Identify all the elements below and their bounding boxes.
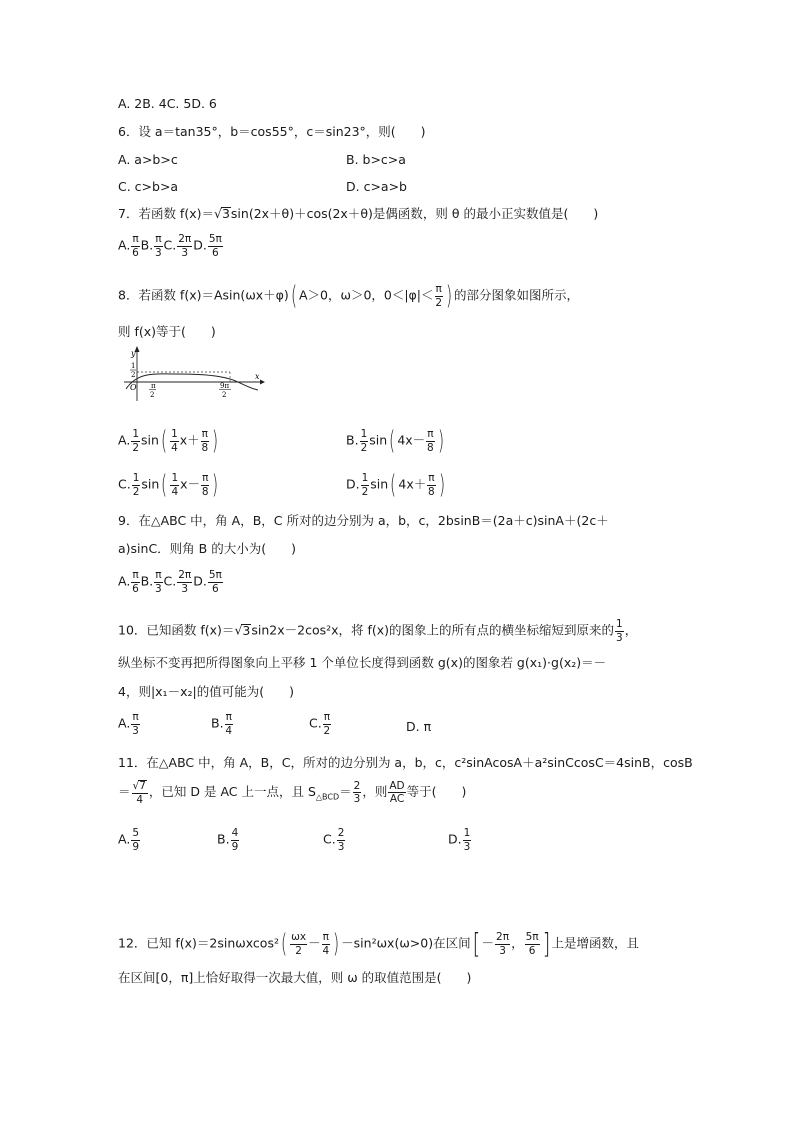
q11-option-d: D. $\frac{1}{3}$ [448,827,471,853]
q12-stem-1: 12．已知 f(x)＝2sinωxcos²( $\frac{\omega x}{2}$ － $\frac{\pi}{4}$ ) －sin²ωx(ω>0)在区间[ － $\frac{2\pi}{3}$ ， $\frac{5\pi}{6}$ ] 上是增函数，且 [118,927,640,960]
q10-stem-2: 纵坐标不变再把所得图象向上平移 1 个单位长度得到函数 g(x)的图象若 g(x₁)·g(x₂)＝－ [118,655,607,670]
q8-option-d: D. $\frac{1}{2}$ sin( 4x＋ $\frac{\pi}{8}$ ) [346,470,445,500]
q8-sine-graph [118,343,268,405]
x-axis-label: x [255,372,260,381]
q10-stem-1: 10．已知函数 f(x)＝√3sin2x－2cos²x，将 f(x)的图象上的所有点的横坐标缩短到原来的 $\frac{1}{3}$ ， [118,618,638,644]
q9-options: A. $\frac{\pi}{6}$ B. $\frac{\pi}{3}$ C. $\frac{2\pi}{3}$ D. $\frac{5\pi}{6}$ [118,569,222,595]
x-axis-arrow [260,380,265,385]
q10-option-c: C. $\frac{\pi}{2}$ [309,711,331,737]
q8-option-b: B. $\frac{1}{2}$ sin( 4x－ $\frac{\pi}{8}$ ) [346,426,444,456]
q6-option-b: B. b>c>a [346,152,406,167]
x-tick-1-num: π [151,382,156,390]
x-tick-2-num: 9π [220,382,230,390]
q8-option-c: C. $\frac{1}{2}$ sin( $\frac{1}{4}$ x－ $\frac{\pi}{8}$ ) [118,470,219,500]
q6-option-d: D. c>a>b [346,179,407,194]
q5-options: A. 2B. 4C. 5D. 6 [118,96,217,111]
q10-option-a: A. $\frac{\pi}{3}$ [118,711,139,737]
y-axis-label: y [131,349,136,358]
q11-option-a: A. $\frac{5}{9}$ [118,827,139,853]
q10-stem-3: 4，则|x₁－x₂|的值可能为( ) [118,684,294,699]
q8-stem: 8．若函数 f(x)＝Asin(ωx＋φ)( A＞0，ω＞0，0＜|φ|＜ $\frac{\pi}{2}$ ) 的部分图象如图所示， [118,281,580,311]
q8-stem-2: 则 f(x)等于( ) [118,324,216,339]
q7-stem: 7．若函数 f(x)＝√3sin(2x＋θ)＋cos(2x＋θ)是偶函数，则 θ 的最小正实数值是( ) [118,206,599,221]
q11-option-b: B. $\frac{4}{9}$ [217,827,239,853]
q7-options: A. $\frac{\pi}{6}$ B. $\frac{\pi}{3}$ C. $\frac{2\pi}{3}$ D. $\frac{5\pi}{6}$ [118,233,222,259]
q10-option-b: B. $\frac{\pi}{4}$ [211,711,233,737]
q10-option-d: D. π [406,719,432,734]
x-tick-1-den: 2 [150,391,155,399]
q9-stem-2: a)sinC．则角 B 的大小为( ) [118,541,296,556]
q6-stem: 6．设 a＝tan35°，b＝cos55°，c＝sin23°，则( ) [118,124,426,139]
q6-option-c: C. c>b>a [118,179,179,194]
q8-option-a: A. $\frac{1}{2}$ sin( $\frac{1}{4}$ x＋ $\frac{\pi}{8}$ ) [118,426,219,456]
q6-option-a: A. a>b>c [118,152,178,167]
q12-stem-2: 在区间[0，π]上恰好取得一次最大值，则 ω 的取值范围是( ) [118,970,472,985]
q11-stem-1: 11．在△ABC 中，角 A，B，C，所对的边分别为 a，b，c，c²sinAcosA＋a²sinCcosC＝4sinB，cosB [118,755,693,770]
x-tick-2-den: 2 [222,391,227,399]
y-tick-num: 1 [131,362,136,370]
y-tick-den: 2 [131,371,136,379]
origin-label: O [130,383,137,392]
q11-stem-2: ＝ $\frac{√7}{4}$ ，已知 D 是 AC 上一点，且 $S_{\triangle BCD}=$ $\frac{2}{3}$ ，则 $\frac{AD}{AC}$ 等于( ) [118,779,467,806]
q9-stem-1: 9．在△ABC 中，角 A，B，C 所对的边分别为 a，b，c，2bsinB＝(2a＋c)sinA＋(2c＋ [118,513,609,528]
q11-option-c: C. $\frac{2}{3}$ [323,827,345,853]
